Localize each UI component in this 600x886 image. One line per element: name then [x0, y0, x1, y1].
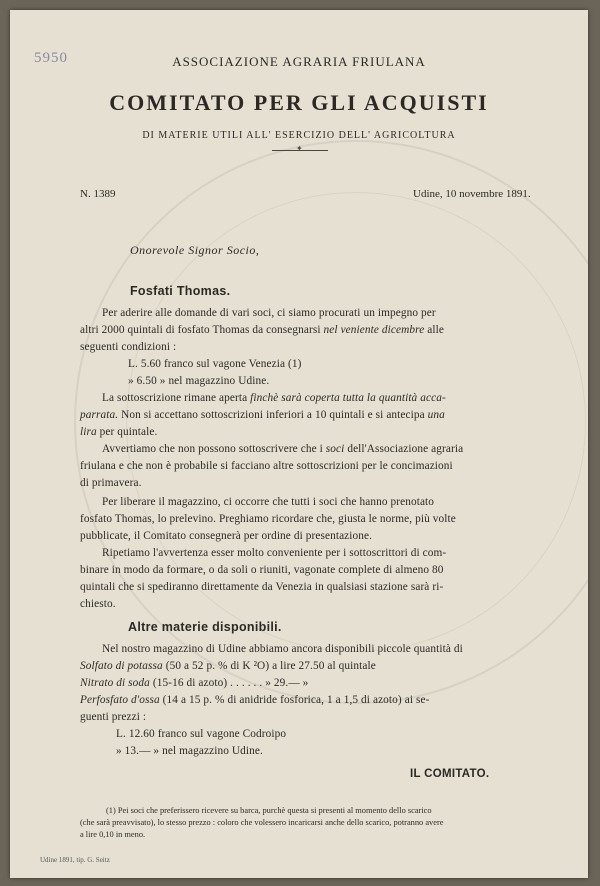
archive-stamp-number: 5950: [34, 50, 68, 66]
footnote-line: (che sarà preavvisato), lo stesso prezzo : coloro che volessero incaricarsi anche dello scarico, potranno avere: [80, 818, 444, 827]
paragraph-line: seguenti condizioni :: [80, 341, 177, 353]
footnote-line: a lire 0,10 in meno.: [80, 830, 146, 839]
paragraph-line: Nel nostro magazzino di Udine abbiamo ancora disponibili piccole quantità di: [102, 643, 463, 655]
document-number: N. 1389: [80, 188, 116, 200]
price-line: » 6.50 » nel magazzino Udine.: [128, 375, 270, 387]
paragraph-line: La sottoscrizione rimane aperta finchè sarà coperta tutta la quantità acca-: [102, 392, 446, 404]
page-subtitle: DI MATERIE UTILI ALL' ESERCIZIO DELL' AGRICOLTURA: [142, 130, 456, 141]
product-line-solfato: Solfato di potassa (50 a 52 p. % di K ²O) a lire 27.50 al quintale: [80, 660, 376, 672]
document-date: Udine, 10 novembre 1891.: [413, 188, 531, 200]
paragraph-line: parrata. Non si accettano sottoscrizioni inferiori a 10 quintali e si antecipa una: [80, 409, 445, 421]
paragraph-line: pubblicate, il Comitato consegnerà per ordine di presentazione.: [80, 530, 373, 542]
product-line-perfosfato: Perfosfato d'ossa (14 a 15 p. % di anidride fosforica, 1 a 1,5 di azoto) ai se-: [80, 694, 430, 706]
document-page: [10, 10, 588, 878]
footnote-line: (1) Pei soci che preferissero ricevere su barca, purchè questa si presenti al momento dello scarico: [106, 806, 432, 815]
paragraph-line: friulana e che non è probabile si facciano altre sottoscrizioni per le concimazioni: [80, 460, 453, 472]
product-line-nitrato: Nitrato di soda (15-16 di azoto) . . . . . . » 29.— »: [80, 677, 309, 689]
paragraph-line: lira per quintale.: [80, 426, 158, 438]
paragraph-line: Avvertiamo che non possono sottoscrivere che i soci dell'Associazione agraria: [102, 443, 464, 455]
section-heading-altre-materie: Altre materie disponibili.: [128, 620, 282, 634]
paragraph-line: fosfato Thomas, lo prelevino. Preghiamo ricordare che, giusta le norme, più volte: [80, 513, 456, 525]
price-line: » 13.— » nel magazzino Udine.: [116, 745, 263, 757]
association-name: ASSOCIAZIONE AGRARIA FRIULANA: [172, 54, 426, 69]
price-line: L. 12.60 franco sul vagone Codroipo: [116, 728, 287, 740]
paragraph-line: guenti prezzi :: [80, 711, 147, 723]
paragraph-line: chiesto.: [80, 598, 116, 610]
paragraph-line: altri 2000 quintali di fosfato Thomas da consegnarsi nel veniente dicembre alle: [80, 324, 444, 336]
paragraph-line: Per liberare il magazzino, ci occorre che tutti i soci che hanno prenotato: [102, 496, 435, 508]
page-title: COMITATO PER GLI ACQUISTI: [109, 90, 489, 115]
section-heading-fosfati: Fosfati Thomas.: [130, 284, 231, 298]
printer-imprint: Udine 1891, tip. G. Seitz: [40, 856, 110, 864]
price-line: L. 5.60 franco sul vagone Venezia (1): [128, 358, 302, 370]
paragraph-line: Ripetiamo l'avvertenza esser molto conveniente per i sottoscrittori di com-: [102, 547, 447, 559]
ornamental-rule: [272, 150, 328, 151]
paragraph-line: Per aderire alle domande di vari soci, ci siamo procurati un impegno per: [102, 307, 436, 319]
salutation: Onorevole Signor Socio,: [130, 243, 260, 257]
signature: IL COMITATO.: [410, 768, 490, 780]
paragraph-line: quintali che si spediranno direttamente da Venezia in qualsiasi stazione sarà ri-: [80, 581, 444, 593]
paragraph-line: di primavera.: [80, 477, 142, 489]
paragraph-line: binare in modo da formare, o da soli o riuniti, vagonate complete di almeno 80: [80, 564, 444, 576]
